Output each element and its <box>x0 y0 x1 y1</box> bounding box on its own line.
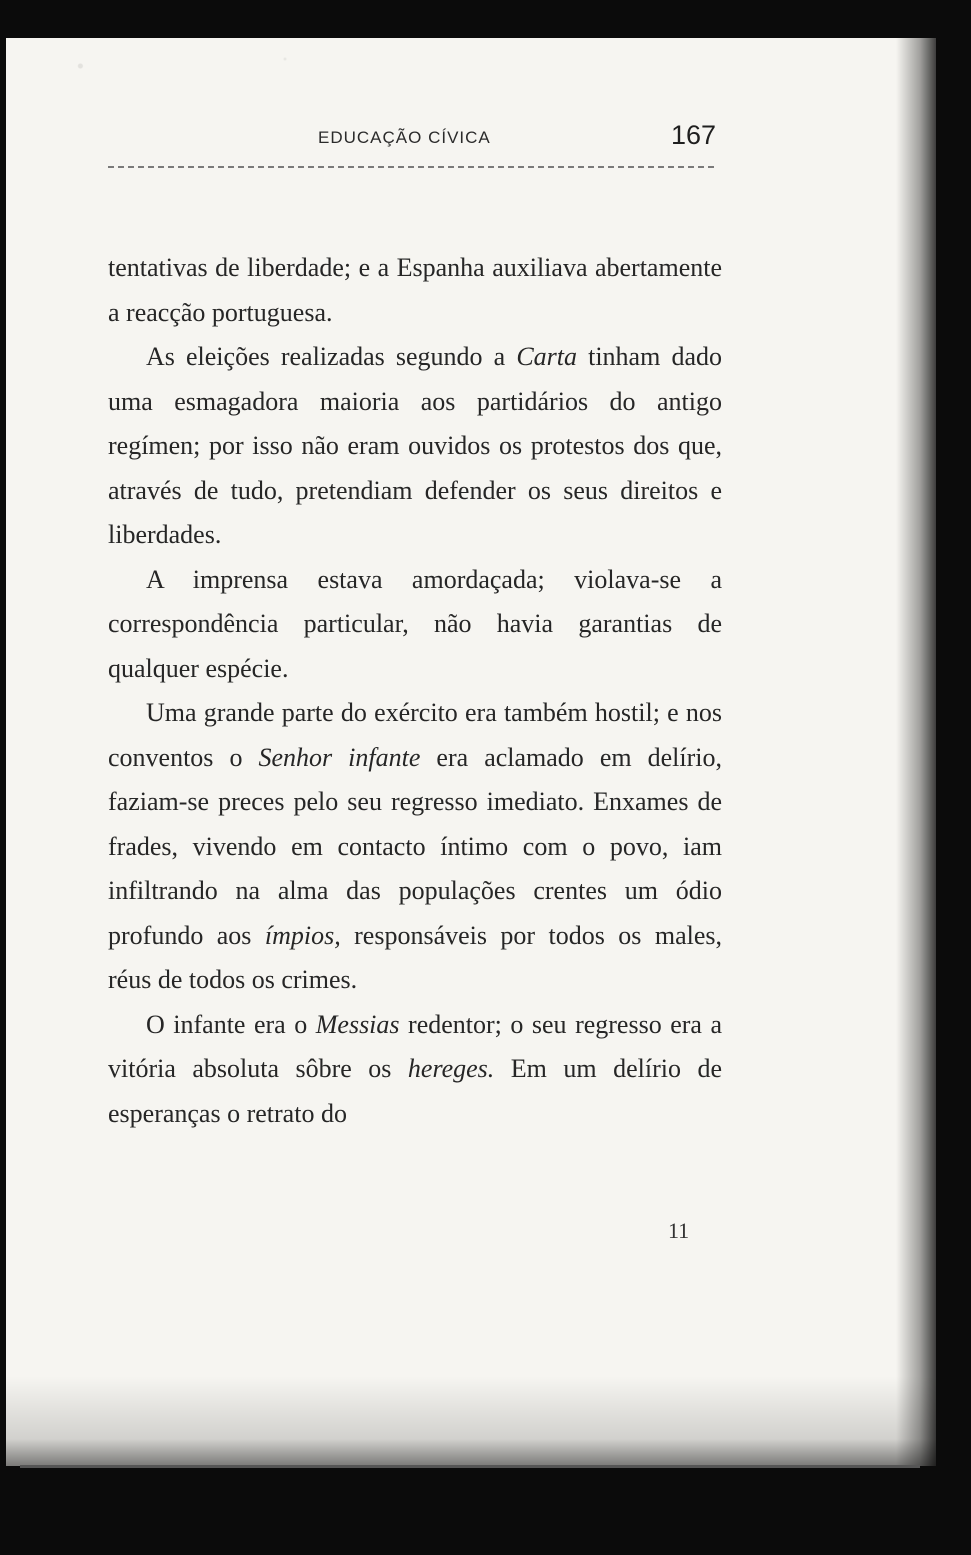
header-rule <box>108 166 714 168</box>
text-segment: tentativas de liberdade; e a Espanha auxiliava abertamente a reacção portuguesa. <box>108 253 722 327</box>
paragraph-p5 <box>108 1003 722 1137</box>
text-segment: redentor; o seu regresso era a vitória absoluta sôbre os <box>108 1009 723 1083</box>
text-segment: hereges. <box>407 1054 495 1083</box>
scan-edge-line <box>20 1465 920 1468</box>
text-segment: As eleições realizadas segundo a <box>146 342 517 371</box>
text-segment: A imprensa estava amordaçada; violava-se a correspondência particular, não havia garantias de qualquer espécie. <box>108 564 722 683</box>
page-shadow-right <box>896 38 936 1466</box>
paragraph-p4 <box>108 691 722 1003</box>
text-segment: Uma grande parte do exército era também hostil; e nos conventos o <box>108 698 722 772</box>
text-segment: O infante era o <box>146 1009 316 1039</box>
body-text <box>108 246 722 1136</box>
signature-mark: 11 <box>668 1218 690 1243</box>
text-segment: Messias <box>315 1009 400 1039</box>
page-shadow-bottom <box>6 1376 936 1466</box>
text-segment: Em um delírio de esperanças o retrato do <box>108 1054 722 1128</box>
paragraph-p3 <box>108 558 722 692</box>
paragraph-p1 <box>108 246 722 335</box>
text-segment: ímpios, <box>264 920 341 950</box>
paragraph-p2 <box>108 335 722 558</box>
text-segment: Carta <box>516 342 577 371</box>
text-segment: responsáveis por todos os males, réus de todos os crimes. <box>108 920 722 994</box>
text-segment: era aclamado em delírio, faziam-se preces pelo seu regresso imediato. Enxames de frades, vivendo em contacto íntimo com o povo, iam infiltrando na alma das populações crentes um ódio profundo aos <box>108 742 722 950</box>
scan-grain <box>6 38 936 108</box>
text-segment: Senhor infante <box>258 742 421 772</box>
page-number: 167 <box>670 120 716 150</box>
running-title: EDUCAÇÃO CÍVICA <box>318 128 491 147</box>
text-segment: tinham dado uma esmagadora maioria aos partidários do antigo regímen; por isso não eram ouvidos os protestos dos que, através de tudo, pretendiam defender os seus direitos e liberdades. <box>108 342 722 549</box>
page-header <box>108 118 722 158</box>
